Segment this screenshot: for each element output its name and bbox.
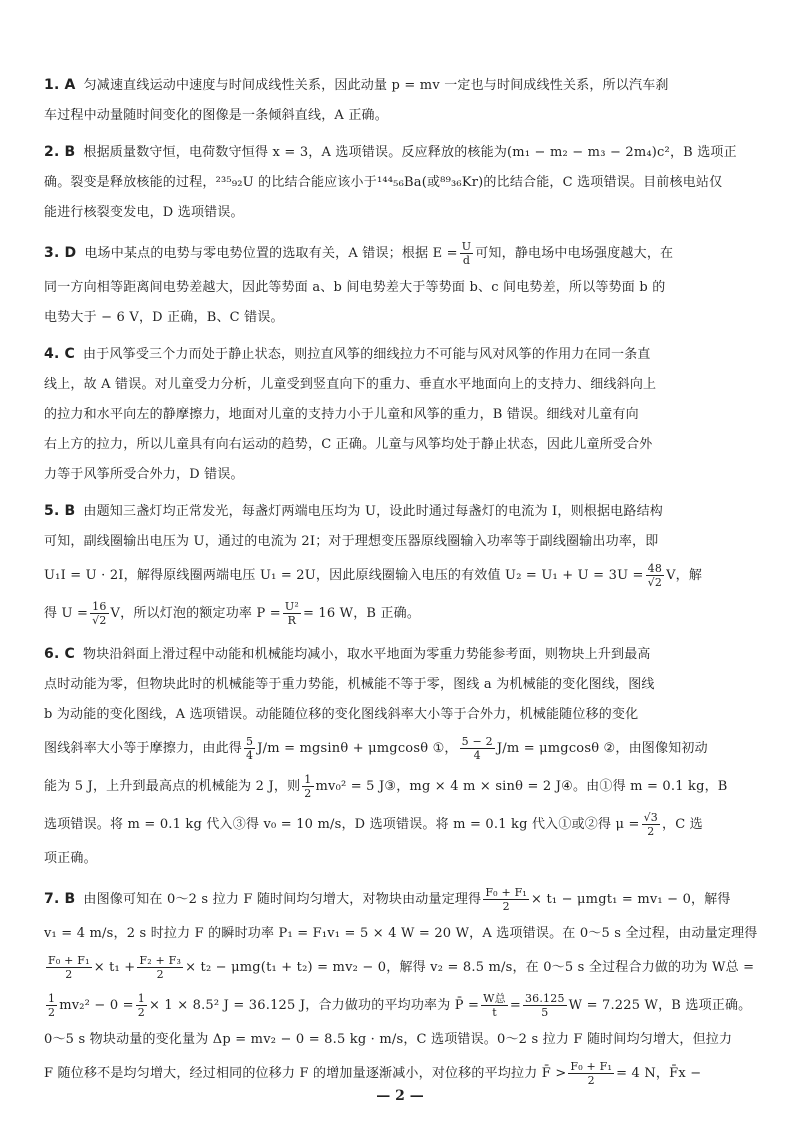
answer-text: mv₀² = 5 J③，mg × 4 m × sinθ = 2 J④。由①得 m = 0.1 kg，B <box>315 779 728 794</box>
answer-text: × t₁ − μmgt₁ = mv₁ − 0，解得 <box>531 892 731 907</box>
fraction: $\frac{√3}{2}$ <box>643 811 658 838</box>
answer-text: 右上方的拉力，所以儿童具有向右运动的趋势，C 正确。儿童与风筝均处于静止状态，因此儿童所受合外 <box>44 437 653 452</box>
answer-text: 根据质量数守恒，电荷数守恒得 x = 3，A 选项错误。反应释放的核能为(m₁ − m₂ − m₃ − 2m₄)c²，B 选项正 <box>83 145 737 160</box>
fraction: $\frac{1}{2}$ <box>304 773 312 800</box>
answer-text: 能为 5 J，上升到最高点的机械能为 2 J，则 <box>44 779 301 794</box>
answer-text: 能进行核裂变发电，D 选项错误。 <box>44 205 244 220</box>
answer-number: 4. C <box>44 346 76 362</box>
answer-number: 1. A <box>44 77 76 93</box>
answer-number: 5. B <box>44 503 76 519</box>
answer-text: = 4 N，F̄x − <box>616 1066 702 1081</box>
answer-text: 同一方向相等距离间电势差越大，因此等势面 a、b 间电势差大于等势面 b、c 间电势差，所以等势面 b 的 <box>44 280 666 295</box>
answer-text: = <box>509 998 521 1013</box>
answer-text: 确。裂变是释放核能的过程，²³⁵₉₂U 的比结合能应该小于¹⁴⁴₅₆Ba(或⁸⁹₃₆Kr)的比结合能，C 选项错误。目前核电站仅 <box>44 175 723 190</box>
fraction: $\frac{16}{√2}$ <box>92 600 107 627</box>
answer-text: 点时动能为零，但物块此时的机械能等于重力势能，机械能不等于零，图线 a 为机械能的变化图线，图线 <box>44 677 655 692</box>
fraction: $\frac{\text{F₂ + F₃}}{2}$ <box>139 954 182 981</box>
fraction: $\frac{\text{F₀ + F₁}}{2}$ <box>48 954 90 981</box>
answer-item-5 <box>44 496 748 633</box>
answer-text: 选项错误。将 m = 0.1 kg 代入③得 v₀ = 10 m/s，D 选项错误。将 m = 0.1 kg 代入①或②得 μ = <box>44 817 640 832</box>
answer-text: 图线斜率大小等于摩擦力，由此得 <box>44 741 243 756</box>
answer-text: 可知，副线圈输出电压为 U，通过的电流为 2I；对于理想变压器原线圈输入功率等于副线圈输出功率，即 <box>44 534 659 549</box>
answer-item-4 <box>44 339 748 490</box>
answer-text: 的拉力和水平向左的静摩擦力，地面对儿童的支持力小于儿童和风筝的重力，B 错误。细线对儿童有向 <box>44 407 639 422</box>
answer-text: 可知，静电场中电场强度越大，在 <box>475 246 674 261</box>
answer-text: 力等于风筝所受合外力，D 错误。 <box>44 467 244 482</box>
answer-text: 由题知三盏灯均正常发光，每盏灯两端电压均为 U，设此时通过每盏灯的电流为 I，则根据电路结构 <box>83 504 663 519</box>
answer-text: 匀减速直线运动中速度与时间成线性关系，因此动量 p = mv 一定也与时间成线性关系，所以汽车刹 <box>83 78 669 93</box>
answer-item-2 <box>44 137 748 228</box>
answer-text: × t₂ − μmg(t₁ + t₂) = mv₂ − 0，解得 v₂ = 8.5 m/s，在 0～5 s 全过程合力做的功为 W总 = <box>185 960 755 975</box>
answer-item-1 <box>44 70 748 131</box>
answer-text: F 随位移不是均匀增大，经过相同的位移力 F 的增加量逐渐减小，对位移的平均拉力 F̄ > <box>44 1066 567 1081</box>
fraction: $\frac{U}{d}$ <box>461 240 472 267</box>
answer-text: 线上，故 A 错误。对儿童受力分析，儿童受到竖直向下的重力、垂直水平地面向上的支持力、细线斜向上 <box>44 377 657 392</box>
fraction: $\frac{\text{F₀ + F₁}}{2}$ <box>485 886 528 913</box>
answer-text: 由于风筝受三个力而处于静止状态，则拉直风筝的细线拉力不可能与风对风筝的作用力在同一条直 <box>83 347 651 362</box>
answer-number: 3. D <box>44 245 77 261</box>
answer-text: 车过程中动量随时间变化的图像是一条倾斜直线，A 正确。 <box>44 108 388 123</box>
fraction: $\frac{48}{√2}$ <box>647 562 663 589</box>
answer-text: b 为动能的变化图线，A 选项错误。动能随位移的变化图线斜率大小等于合外力，机械能随位移的变化 <box>44 707 639 722</box>
fraction: $\frac{1}{2}$ <box>137 992 145 1019</box>
answer-text: 电场中某点的电势与零电势位置的选取有关，A 错误；根据 E = <box>84 246 458 261</box>
answer-text: V，解 <box>666 568 703 583</box>
answer-item-3 <box>44 234 748 333</box>
answer-number: 7. B <box>44 891 76 907</box>
answer-text: U₁I = U · 2I，解得原线圈两端电压 U₁ = 2U，因此原线圈输入电压的有效值 U₂ = U₁ + U = 3U = <box>44 568 644 583</box>
answer-text: 项正确。 <box>44 851 97 866</box>
answer-text: W = 7.225 W，B 选项正确。 <box>568 998 752 1013</box>
answer-text: 得 U = <box>44 606 89 621</box>
answer-text: 电势大于 − 6 V，D 正确，B、C 错误。 <box>44 310 284 325</box>
answer-item-6 <box>44 639 748 874</box>
fraction: $\frac{5}{4}$ <box>246 735 254 762</box>
answer-item-7 <box>44 880 758 1093</box>
fraction: $\frac{\text{F₀ + F₁}}{2}$ <box>570 1060 613 1087</box>
page-number: — 2 — <box>376 1088 424 1104</box>
fraction: $\frac{36.125}{5}$ <box>524 992 565 1019</box>
answer-text: 物块沿斜面上滑过程中动能和机械能均减小，取水平地面为零重力势能参考面，则物块上升到最高 <box>83 647 651 662</box>
answer-text: V，所以灯泡的额定功率 P = <box>110 606 281 621</box>
answer-text: v₁ = 4 m/s，2 s 时拉力 F 的瞬时功率 P₁ = F₁v₁ = 5 × 4 W = 20 W，A 选项错误。在 0～5 s 全过程，由动量定理得 <box>44 926 758 941</box>
answer-text: 由图像可知在 0～2 s 拉力 F 随时间均匀增大，对物块由动量定理得 <box>83 892 482 907</box>
answer-text: × 1 × 8.5² J = 36.125 J，合力做功的平均功率为 P̄ = <box>148 998 480 1013</box>
answer-number: 6. C <box>44 646 76 662</box>
fraction: $\frac{5 - 2}{4}$ <box>461 735 493 762</box>
answer-text: J/m = μmgcosθ ②，由图像知初动 <box>496 741 708 756</box>
answer-number: 2. B <box>44 144 76 160</box>
answer-text: ，C 选 <box>662 817 703 832</box>
answer-text: = 16 W，B 正确。 <box>302 606 421 621</box>
answer-text: mv₂² − 0 = <box>59 998 134 1013</box>
answer-text: × t₁ + <box>93 960 136 975</box>
answer-text: 0～5 s 物块动量的变化量为 Δp = mv₂ − 0 = 8.5 kg · m/s，C 选项错误。0～2 s 拉力 F 随时间均匀增大，但拉力 <box>44 1032 733 1047</box>
fraction: $\frac{1}{2}$ <box>48 992 56 1019</box>
answer-text: J/m = mgsinθ + μmgcosθ ①， <box>257 741 458 756</box>
fraction: $\frac{\text{U²}}{R}$ <box>284 600 299 627</box>
fraction: $\frac{\text{W总}}{t}$ <box>483 992 506 1019</box>
